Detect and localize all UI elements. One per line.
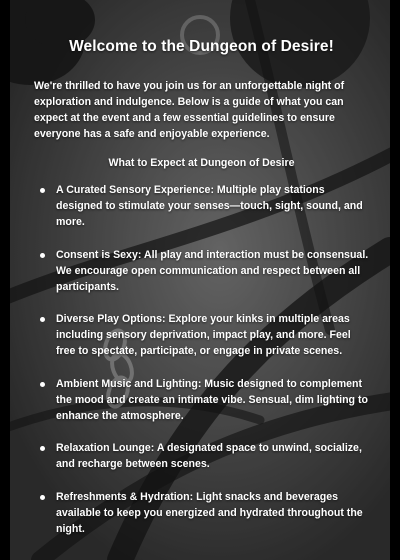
bullet-icon — [40, 317, 45, 322]
intro-paragraph: We're thrilled to have you join us for an unforgettable night of exploration and indulgence. Below is a guide of what you can expect at the event and a few essential guidelines to ensure everyone has a safe and enjoyable experience. — [34, 80, 345, 140]
bullet-icon — [40, 188, 45, 193]
bullet-icon — [40, 495, 45, 500]
list-item-text: Consent is Sexy: All play and interaction must be consensual. We encourage open communication and respect between all participants. — [56, 248, 369, 293]
expectations-list — [34, 182, 369, 537]
list-item-text: Refreshments & Hydration: Light snacks and beverages available to keep you energized and hydrated throughout the night. — [56, 490, 363, 535]
list-item-text: Diverse Play Options: Explore your kinks in multiple areas including sensory deprivation, impact play, and more. Feel free to spectate, participate, or engage in private scenes. — [56, 313, 351, 357]
list-item — [34, 376, 369, 424]
page-title: Welcome to the Dungeon of Desire! — [69, 38, 334, 55]
list-item — [34, 489, 369, 537]
list-item — [34, 440, 369, 472]
flyer-content — [34, 38, 369, 553]
list-item — [34, 247, 369, 295]
list-item-text: A Curated Sensory Experience: Multiple play stations designed to stimulate your senses—touch, sight, sound, and more. — [56, 184, 363, 228]
section-heading: What to Expect at Dungeon of Desire — [108, 157, 295, 169]
bullet-icon — [40, 446, 45, 451]
list-item — [34, 311, 369, 359]
bullet-icon — [40, 382, 45, 387]
list-item-text: Relaxation Lounge: A designated space to unwind, socialize, and recharge between scenes. — [56, 442, 362, 470]
list-item — [34, 182, 369, 230]
left-frame-edge — [0, 0, 10, 560]
right-frame-edge — [390, 0, 400, 560]
bullet-icon — [40, 253, 45, 258]
list-item-text: Ambient Music and Lighting: Music designed to complement the mood and create an intimate vibe. Sensual, dim lighting to enhance the atmosphere. — [56, 377, 368, 422]
